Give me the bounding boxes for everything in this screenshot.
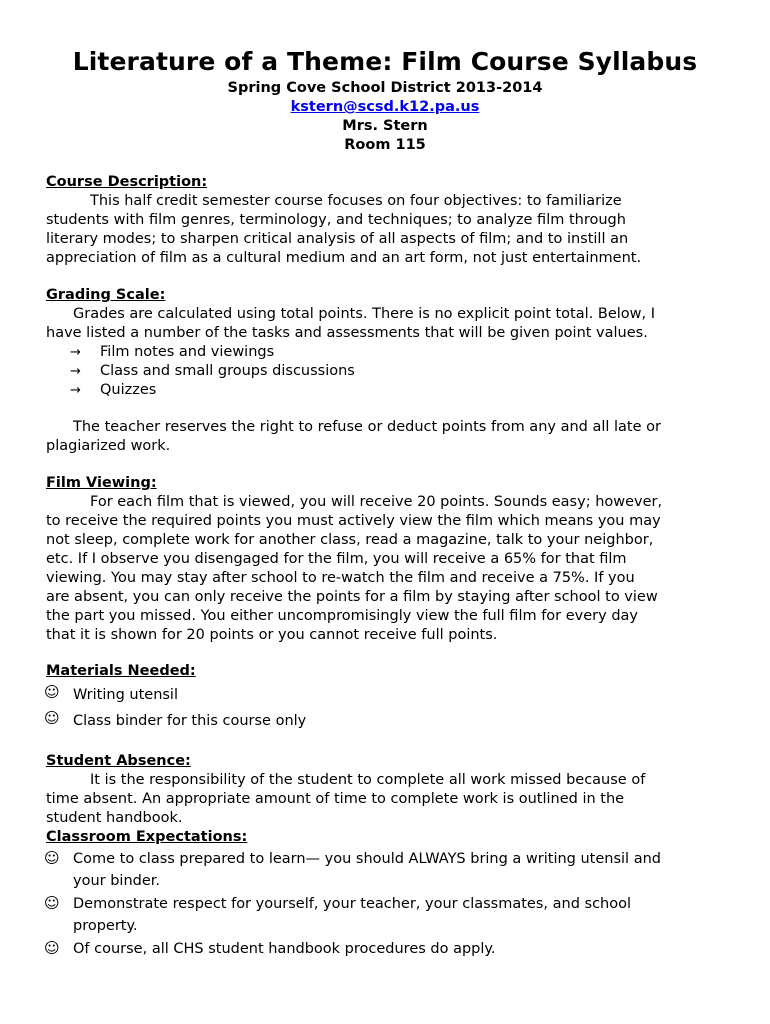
course-description-line: literary modes; to sharpen critical analysis of all aspects of film; and to instill an — [46, 231, 629, 247]
course-description-heading: Course Description: — [46, 174, 208, 190]
grading-item: Film notes and viewings — [100, 344, 275, 360]
film-viewing-line: not sleep, complete work for another class, read a magazine, talk to your neighbor, — [46, 532, 654, 548]
course-description-line: students with film genres, terminology, and techniques; to analyze film through — [46, 212, 626, 228]
expectation-line: Of course, all CHS student handbook procedures do apply. — [73, 941, 496, 957]
teacher-name: Mrs. Stern — [342, 118, 428, 134]
grading-scale-line: Grades are calculated using total points. There is no explicit point total. Below, I — [73, 306, 655, 322]
course-description-line: This half credit semester course focuses on four objectives: to familiarize — [90, 193, 622, 209]
teacher-email-link[interactable]: kstern@scsd.k12.pa.us — [290, 99, 480, 115]
expectation-line: Demonstrate respect for yourself, your teacher, your classmates, and school — [73, 896, 632, 912]
arrow-icon: → — [70, 364, 81, 379]
room-number: Room 115 — [344, 137, 426, 153]
grading-note-line: The teacher reserves the right to refuse or deduct points from any and all late or — [73, 419, 661, 435]
film-viewing-line: For each film that is viewed, you will receive 20 points. Sounds easy; however, — [90, 494, 663, 510]
grading-note-line: plagiarized work. — [46, 438, 171, 454]
document-title: Literature of a Theme: Film Course Syllabus — [72, 47, 698, 76]
student-absence-line: It is the responsibility of the student to complete all work missed because of — [90, 772, 646, 788]
film-viewing-line: etc. If I observe you disengaged for the film, you will receive a 65% for that film — [46, 551, 627, 567]
expectation-line: Come to class prepared to learn— you should ALWAYS bring a writing utensil and — [73, 851, 661, 867]
smiley-icon: ☺ — [44, 849, 60, 867]
arrow-icon: → — [70, 383, 81, 398]
film-viewing-line: the part you missed. You either uncompromisingly view the full film for every day — [46, 608, 638, 624]
student-absence-line: time absent. An appropriate amount of time to complete work is outlined in the — [46, 791, 625, 807]
grading-scale-line: have listed a number of the tasks and assessments that will be given point values. — [46, 325, 648, 341]
film-viewing-heading: Film Viewing: — [46, 475, 157, 491]
materials-item: Writing utensil — [73, 687, 178, 703]
smiley-icon: ☺ — [44, 683, 60, 701]
smiley-icon: ☺ — [44, 709, 60, 727]
grading-item: Class and small groups discussions — [100, 363, 355, 379]
course-description-line: appreciation of film as a cultural medium and an art form, not just entertainment. — [46, 250, 642, 266]
materials-heading: Materials Needed: — [46, 663, 196, 679]
smiley-icon: ☺ — [44, 894, 60, 912]
expectation-item — [73, 938, 733, 960]
film-viewing-line: viewing. You may stay after school to re-watch the film and receive a 75%. If you — [46, 570, 635, 586]
student-absence-line: student handbook. — [46, 810, 183, 826]
expectation-line: your binder. — [73, 873, 160, 889]
film-viewing-line: to receive the required points you must actively view the film which means you may — [46, 513, 661, 529]
classroom-expectations-heading: Classroom Expectations: — [46, 829, 248, 845]
student-absence-heading: Student Absence: — [46, 753, 191, 769]
district-line: Spring Cove School District 2013-2014 — [227, 80, 543, 96]
smiley-icon: ☺ — [44, 939, 60, 957]
film-viewing-line: that it is shown for 20 points or you cannot receive full points. — [46, 627, 498, 643]
arrow-icon: → — [70, 345, 81, 360]
expectation-item — [73, 893, 733, 937]
grading-scale-heading: Grading Scale: — [46, 287, 166, 303]
grading-item: Quizzes — [100, 382, 157, 398]
materials-item: Class binder for this course only — [73, 713, 307, 729]
expectation-line: property. — [73, 918, 138, 934]
film-viewing-line: are absent, you can only receive the points for a film by staying after school to view — [46, 589, 658, 605]
expectation-item — [73, 848, 733, 892]
